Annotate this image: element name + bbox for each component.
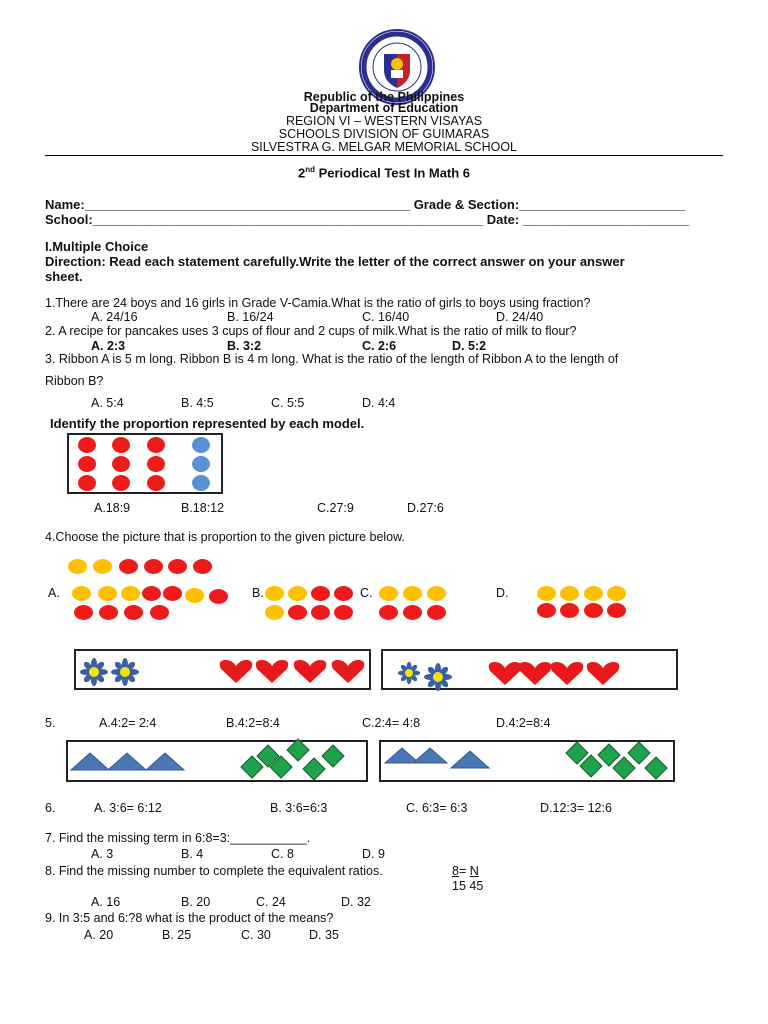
red-circle (147, 437, 165, 453)
q6-number: 6. (45, 801, 56, 815)
yellow-circle (185, 588, 204, 603)
red-circle (209, 589, 228, 604)
red-circle (584, 603, 603, 618)
q3-choice-c: C. 5:5 (271, 396, 305, 410)
q8-choice-a: A. 16 (91, 895, 121, 909)
title-rest: Periodical Test In Math 6 (314, 165, 471, 181)
red-circle (78, 475, 96, 491)
yellow-circle (68, 559, 87, 574)
header-division: SCHOOLS DIVISION OF GUIMARAS (278, 127, 490, 141)
q3-text-line2: Ribbon B? (45, 374, 104, 388)
red-circle (311, 586, 330, 601)
triangle-diamond-graphic (381, 742, 677, 784)
red-circle (607, 603, 626, 618)
yellow-circle (379, 586, 398, 601)
title-superscript: nd (305, 165, 315, 174)
triangle-diamond-box-left (66, 740, 368, 782)
flower-heart-box-right (381, 649, 678, 690)
triangle-diamond-box-right (379, 740, 675, 782)
yellow-circle (93, 559, 112, 574)
blue-circle (192, 475, 210, 491)
test-title (0, 165, 768, 180)
q1-choice-b: B. 16/24 (227, 310, 274, 324)
diamond-icon (628, 742, 650, 764)
yellow-circle (427, 586, 446, 601)
red-circle (403, 605, 422, 620)
red-circle (334, 586, 353, 601)
q3-choice-a: A. 5:4 (91, 396, 124, 410)
flower-heart-box-left (74, 649, 371, 690)
triangle-icon (385, 748, 419, 763)
q5-choice-a: A.4:2= 2:4 (99, 716, 157, 730)
red-circle (168, 559, 187, 574)
direction-line2: sheet. (45, 269, 83, 284)
heart-icon (489, 662, 521, 685)
model-choice-b: B.18:12 (181, 501, 225, 515)
red-circle (112, 456, 130, 472)
q5-choice-d: D.4:2=8:4 (496, 716, 551, 730)
red-circle (112, 475, 130, 491)
diamond-icon (613, 757, 635, 779)
flower-icon (424, 663, 452, 691)
header-republic: Republic of the Philippines (303, 90, 465, 104)
model-choice-d: D.27:6 (407, 501, 444, 515)
red-circle (147, 475, 165, 491)
q8-text: 8. Find the missing number to complete the equivalent ratios. (45, 864, 383, 878)
yellow-circle (607, 586, 626, 601)
q3-choice-d: D. 4:4 (362, 396, 396, 410)
heart-icon (519, 662, 551, 685)
q9-choice-a: A. 20 (84, 928, 114, 942)
q2-choice-b: B. 3:2 (227, 339, 262, 353)
yellow-circle (72, 586, 91, 601)
red-circle (78, 456, 96, 472)
red-circle (334, 605, 353, 620)
q4-label-a: A. (48, 586, 60, 600)
triangle-icon (71, 753, 109, 770)
q7-choice-b: B. 4 (181, 847, 204, 861)
q7-choice-c: C. 8 (271, 847, 294, 861)
q7-choice-d: D. 9 (362, 847, 385, 861)
q3-text-line1: 3. Ribbon A is 5 m long. Ribbon B is 4 m long. What is the ratio of the length of Ribbon A to the length of (45, 352, 619, 366)
model-box (67, 433, 223, 494)
triangle-icon (108, 753, 146, 770)
triangle-icon (413, 748, 447, 763)
heart-icon (551, 662, 583, 685)
red-circle (147, 456, 165, 472)
q8-equals: = (458, 864, 470, 878)
q2-text: 2. A recipe for pancakes uses 3 cups of flour and 2 cups of milk.What is the ratio of milk to flour? (45, 324, 577, 338)
heart-icon (332, 660, 364, 683)
header-school: SILVESTRA G. MELGAR MEMORIAL SCHOOL (250, 140, 518, 154)
direction-line1: Direction: Read each statement carefully.Write the letter of the correct answer on your answer (45, 254, 625, 269)
q8-fraction-top (452, 864, 479, 878)
red-circle (124, 605, 143, 620)
red-circle (78, 437, 96, 453)
q8-fraction-bottom: 15 45 (452, 879, 484, 893)
yellow-circle (584, 586, 603, 601)
model-choice-c: C.27:9 (317, 501, 354, 515)
diamond-icon (322, 745, 344, 767)
q8-choice-c: C. 24 (256, 895, 286, 909)
yellow-circle (288, 586, 307, 601)
q3-choice-b: B. 4:5 (181, 396, 214, 410)
diamond-icon (303, 758, 325, 780)
diamond-icon (645, 757, 667, 779)
red-circle (537, 603, 556, 618)
red-circle (311, 605, 330, 620)
q9-choice-c: C. 30 (241, 928, 271, 942)
q2-choice-a: A. 2:3 (91, 339, 126, 353)
diamond-icon (287, 739, 309, 761)
flower-icon (80, 658, 108, 686)
red-circle (74, 605, 93, 620)
red-circle (119, 559, 138, 574)
header-department: Department of Education (309, 101, 459, 115)
q4-label-d: D. (496, 586, 509, 600)
q4-text: 4.Choose the picture that is proportion to the given picture below. (45, 530, 405, 544)
q8-choice-d: D. 32 (341, 895, 371, 909)
triangle-icon (451, 751, 489, 768)
red-circle (379, 605, 398, 620)
red-circle (288, 605, 307, 620)
blue-circle (192, 437, 210, 453)
school-date-field[interactable]: School:______________________________________________________ Date: _______________________ (45, 212, 690, 227)
name-grade-field[interactable]: Name:_____________________________________________ Grade & Section:_______________________ (45, 197, 686, 212)
diamond-icon (598, 744, 620, 766)
red-circle (112, 437, 130, 453)
q1-choice-d: D. 24/40 (496, 310, 544, 324)
flower-heart-graphic (76, 651, 373, 692)
red-circle (193, 559, 212, 574)
q8-numerator-1: 8 (452, 864, 459, 878)
triangle-icon (146, 753, 184, 770)
yellow-circle (265, 586, 284, 601)
red-circle (99, 605, 118, 620)
q4-label-c: C. (360, 586, 373, 600)
red-circle (560, 603, 579, 618)
heart-icon (587, 662, 619, 685)
red-circle (144, 559, 163, 574)
q9-text: 9. In 3:5 and 6:?8 what is the product of the means? (45, 911, 334, 925)
q5-number: 5. (45, 716, 56, 730)
red-circle (142, 586, 161, 601)
heart-icon (294, 660, 326, 683)
yellow-circle (560, 586, 579, 601)
q1-choice-c: C. 16/40 (362, 310, 410, 324)
header-region: REGION VI – WESTERN VISAYAS (285, 114, 483, 128)
q6-choice-d: D.12:3= 12:6 (540, 801, 612, 815)
yellow-circle (403, 586, 422, 601)
flower-icon (111, 658, 139, 686)
q9-choice-d: D. 35 (309, 928, 339, 942)
q8-choice-b: B. 20 (181, 895, 211, 909)
heart-icon (220, 660, 252, 683)
yellow-circle (121, 586, 140, 601)
q2-choice-c: C. 2:6 (362, 339, 397, 353)
title-number: 2 (297, 165, 306, 181)
q1-choice-a: A. 24/16 (91, 310, 138, 324)
model-heading: Identify the proportion represented by each model. (50, 416, 365, 431)
q5-choice-b: B.4:2=8:4 (226, 716, 280, 730)
heart-icon (256, 660, 288, 683)
model-choice-a: A.18:9 (94, 501, 131, 515)
flower-heart-graphic (383, 651, 680, 692)
triangle-diamond-graphic (68, 742, 370, 784)
red-circle (150, 605, 169, 620)
q9-choice-b: B. 25 (162, 928, 192, 942)
red-circle (427, 605, 446, 620)
q7-choice-a: A. 3 (91, 847, 114, 861)
q2-choice-d: D. 5:2 (452, 339, 487, 353)
q7-text: 7. Find the missing term in 6:8=3:___________. (45, 831, 311, 845)
q8-numerator-2: N (469, 864, 479, 878)
q4-label-b: B. (252, 586, 264, 600)
flower-icon (398, 662, 420, 684)
q1-text: 1.There are 24 boys and 16 girls in Grade V-Camia.What is the ratio of girls to boys using fraction? (45, 296, 591, 310)
q6-choice-b: B. 3:6=6:3 (270, 801, 328, 815)
yellow-circle (537, 586, 556, 601)
blue-circle (192, 456, 210, 472)
q6-choice-a: A. 3:6= 6:12 (94, 801, 162, 815)
yellow-circle (98, 586, 117, 601)
section-heading: I.Multiple Choice (45, 239, 149, 254)
q5-choice-c: C.2:4= 4:8 (362, 716, 421, 730)
header-divider (45, 155, 723, 156)
red-circle (163, 586, 182, 601)
q6-choice-c: C. 6:3= 6:3 (406, 801, 468, 815)
yellow-circle (265, 605, 284, 620)
